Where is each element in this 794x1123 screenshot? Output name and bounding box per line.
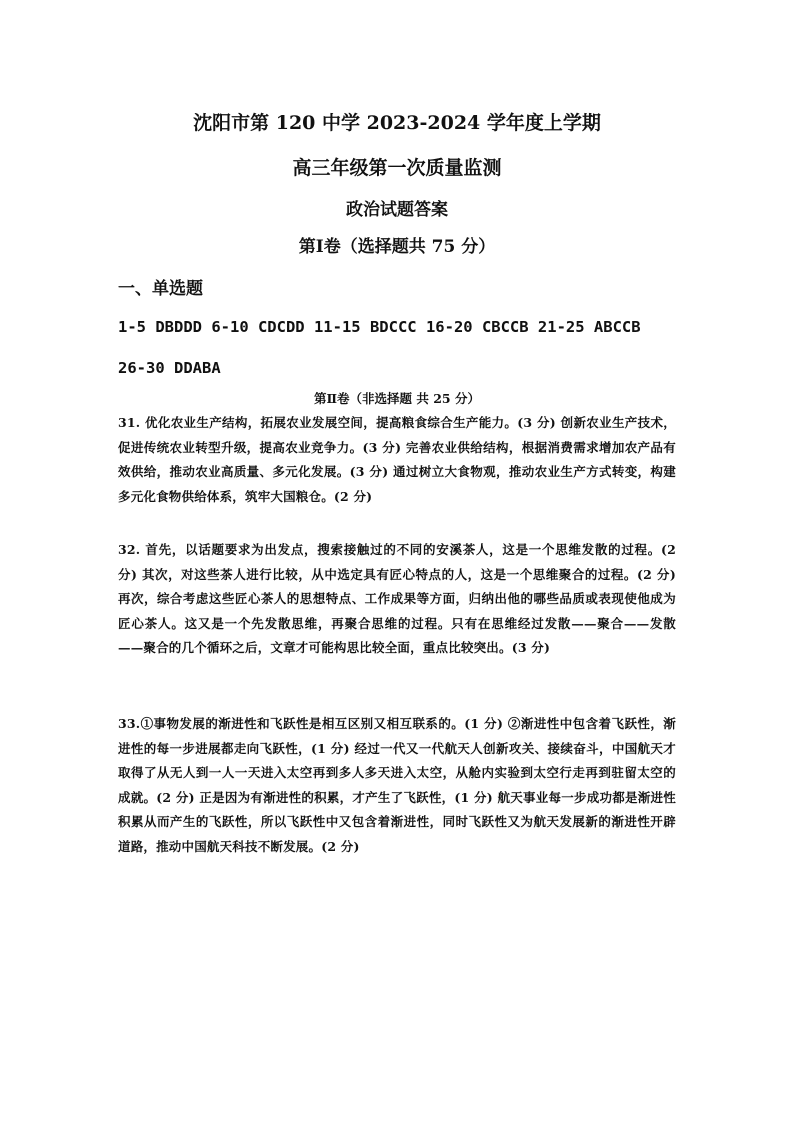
answer-q31: 31. 优化农业生产结构，拓展农业发展空间，提高粮食综合生产能力。(3 分) 创新农业生产技术，促进传统农业转型升级，提高农业竞争力。(3 分) 完善农业供给结构，根据消费需求增加农产品有效供给，推动农业高质量、多元化发展。(3 分) 通过树立大食物观，推动农业生产方式转变，构建多元化食物供给体系，筑牢大国粮仓。(2 分) [118,415,676,504]
section-heading-single-choice: 一、单选题 [118,279,203,299]
answer-q33: 33.①事物发展的渐进性和飞跃性是相互区别又相互联系的。(1 分) ②渐进性中包含着飞跃性，渐进性的每一步进展都走向飞跃性，(1 分) 经过一代又一代航天人创新攻关、接续奋斗，中国航天才取得了从无人到一人一天进入太空再到多人多天进入太空，从舱内实验到太空行走再到驻留太空的成就。(2 分) 正是因为有渐进性的积累，才产生了飞跃性，(1 分) 航天事业每一步成功都是渐进性积累从而产生的飞跃性，所以飞跃性中又包含着渐进性，同时飞跃性又为航天发展新的渐进性开辟道路，推动中国航天科技不断发展。(2 分) [118,716,676,854]
exam-title: 高三年级第一次质量监测 [292,157,502,179]
part2-title: 第Ⅱ卷（非选择题 共 25 分） [314,391,480,406]
answer-key-line-1: 1-5 DBDDD 6-10 CDCDD 11-15 BDCCC 16-20 CBCCB 21-25 ABCCB [118,318,641,336]
part1-title: 第Ⅰ卷（选择题共 75 分） [298,237,496,257]
school-title: 沈阳市第 120 中学 2023-2024 学年度上学期 [193,112,601,134]
subject-title: 政治试题答案 [346,200,448,220]
answer-q32: 32. 首先，以话题要求为出发点，搜索接触过的不同的安溪茶人，这是一个思维发散的过程。(2 分) 其次，对这些茶人进行比较，从中选定具有匠心特点的人，这是一个思维聚合的过程。(2 分) 再次，综合考虑这些匠心茶人的思想特点、工作成果等方面，归纳出他的哪些品质或表现使他成为匠心茶人。这又是一个先发散思维，再聚合思维的过程。只有在思维经过发散——聚合——发散——聚合的几个循环之后，文章才可能构思比较全面，重点比较突出。(3 分) [118,542,676,655]
answer-key-line-2: 26-30 DDABA [118,359,221,377]
